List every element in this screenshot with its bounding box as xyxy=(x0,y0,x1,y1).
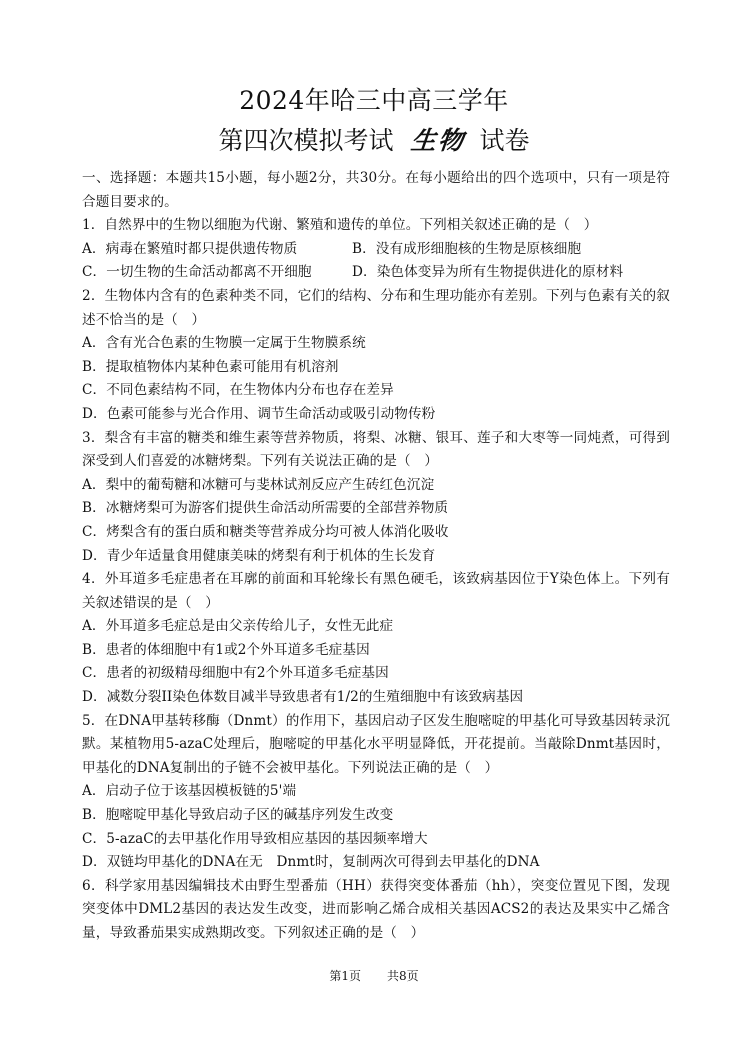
exam-title-right: 试卷 xyxy=(479,126,530,155)
option-c: C．患者的初级精母细胞中有2个外耳道多毛症基因 xyxy=(82,665,389,682)
question-stem: 3．梨含有丰富的糖类和维生素等营养物质，将梨、冰糖、银耳、莲子和大枣等一同炖煮，可得到深受到人们喜爱的冰糖烤梨。下列有关说法正确的是（ ） xyxy=(82,429,670,470)
option-a: A．含有光合色素的生物膜一定属于生物膜系统 xyxy=(82,335,366,352)
option-a: A．病毒在繁殖时都只提供遗传物质 xyxy=(82,240,298,257)
page-footer xyxy=(0,968,748,984)
option-c: C．不同色素结构不同，在生物体内分布也存在差异 xyxy=(82,382,394,399)
option-row xyxy=(82,261,670,285)
option-b: B．胞嘧啶甲基化导致启动子区的碱基序列发生改变 xyxy=(82,807,394,824)
question-stem: 6．科学家用基因编辑技术由野生型番茄（HH）获得突变体番茄（hh），突变位置见下图，发现突变体中DML2基因的表达发生改变，进而影响乙烯合成相关基因ACS2的表达及果实中乙烯含量，导致番茄果实成熟期改变。下列叙述正确的是（ ） xyxy=(82,877,670,941)
question-stem: 4．外耳道多毛症患者在耳廓的前面和耳轮缘长有黑色硬毛，该致病基因位于Y染色体上。下列有关叙述错误的是（ ） xyxy=(82,571,670,611)
exam-subject: 生物 xyxy=(410,126,468,155)
option-d: D．双链均甲基化的DNA在无 Dnmt时，复制两次可得到去甲基化的DNA xyxy=(82,854,540,871)
option-c: C．5-azaC的去甲基化作用导致相应基因的基因频率增大 xyxy=(82,830,428,847)
option-d: D．染色体变异为所有生物提供进化的原材料 xyxy=(352,264,624,281)
option-d: D．色素可能参与光合作用、调节生命活动或吸引动物传粉 xyxy=(82,405,436,422)
option-d: D．减数分裂II染色体数目减半导致患者有1/2的生殖细胞中有该致病基因 xyxy=(82,689,524,706)
option-a: A．梨中的葡萄糖和冰糖可与斐林试剂反应产生砖红色沉淀 xyxy=(82,476,435,493)
option-b: B．提取植物体内某种色素可能用有机溶剂 xyxy=(82,358,339,375)
option-a: A．启动子位于该基因模板链的5'端 xyxy=(82,783,297,800)
page-total: 共8页 xyxy=(387,969,419,983)
option-row xyxy=(82,238,670,262)
option-d: D．青少年适量食用健康美味的烤梨有利于机体的生长发育 xyxy=(82,547,436,564)
question-stem: 1．自然界中的生物以细胞为代谢、繁殖和遗传的单位。下列相关叙述正确的是（ ） xyxy=(82,217,598,234)
option-b: B．患者的体细胞中有1或2个外耳道多毛症基因 xyxy=(82,641,370,658)
option-c: C．一切生物的生命活动都离不开细胞 xyxy=(82,264,312,281)
option-b: B．没有成形细胞核的生物是原核细胞 xyxy=(352,240,582,257)
exam-title-year: 2024年哈三中高三学年 xyxy=(239,86,509,115)
page-number: 第1页 xyxy=(329,969,361,983)
exam-title-left: 第四次模拟考试 xyxy=(218,126,394,155)
option-b: B．冰糖烤梨可为游客们提供生命活动所需要的全部营养物质 xyxy=(82,500,449,517)
section-heading: 一、选择题：本题共15小题，每小题2分，共30分。在每小题给出的四个选项中，只有一项是符合题目要求的。 xyxy=(82,170,670,210)
question-stem: 2．生物体内含有的色素种类不同，它们的结构、分布和生理功能亦有差别。下列与色素有关的叙述不恰当的是（ ） xyxy=(82,287,670,328)
exam-title-main xyxy=(0,126,748,156)
exam-body xyxy=(82,167,670,946)
option-a: A．外耳道多毛症总是由父亲传给儿子，女性无此症 xyxy=(82,618,394,635)
option-c: C．烤梨含有的蛋白质和糖类等营养成分均可被人体消化吸收 xyxy=(82,523,449,540)
question-stem: 5．在DNA甲基转移酶（Dnmt）的作用下，基因启动子区发生胞嘧啶的甲基化可导致基因转录沉默。某植物用5-azaC处理后，胞嘧啶的甲基化水平明显降低，开花提前。当敲除Dnmt基因时，甲基化的DNA复制出的子链不会被甲基化。下列说法正确的是（ ） xyxy=(82,712,670,776)
